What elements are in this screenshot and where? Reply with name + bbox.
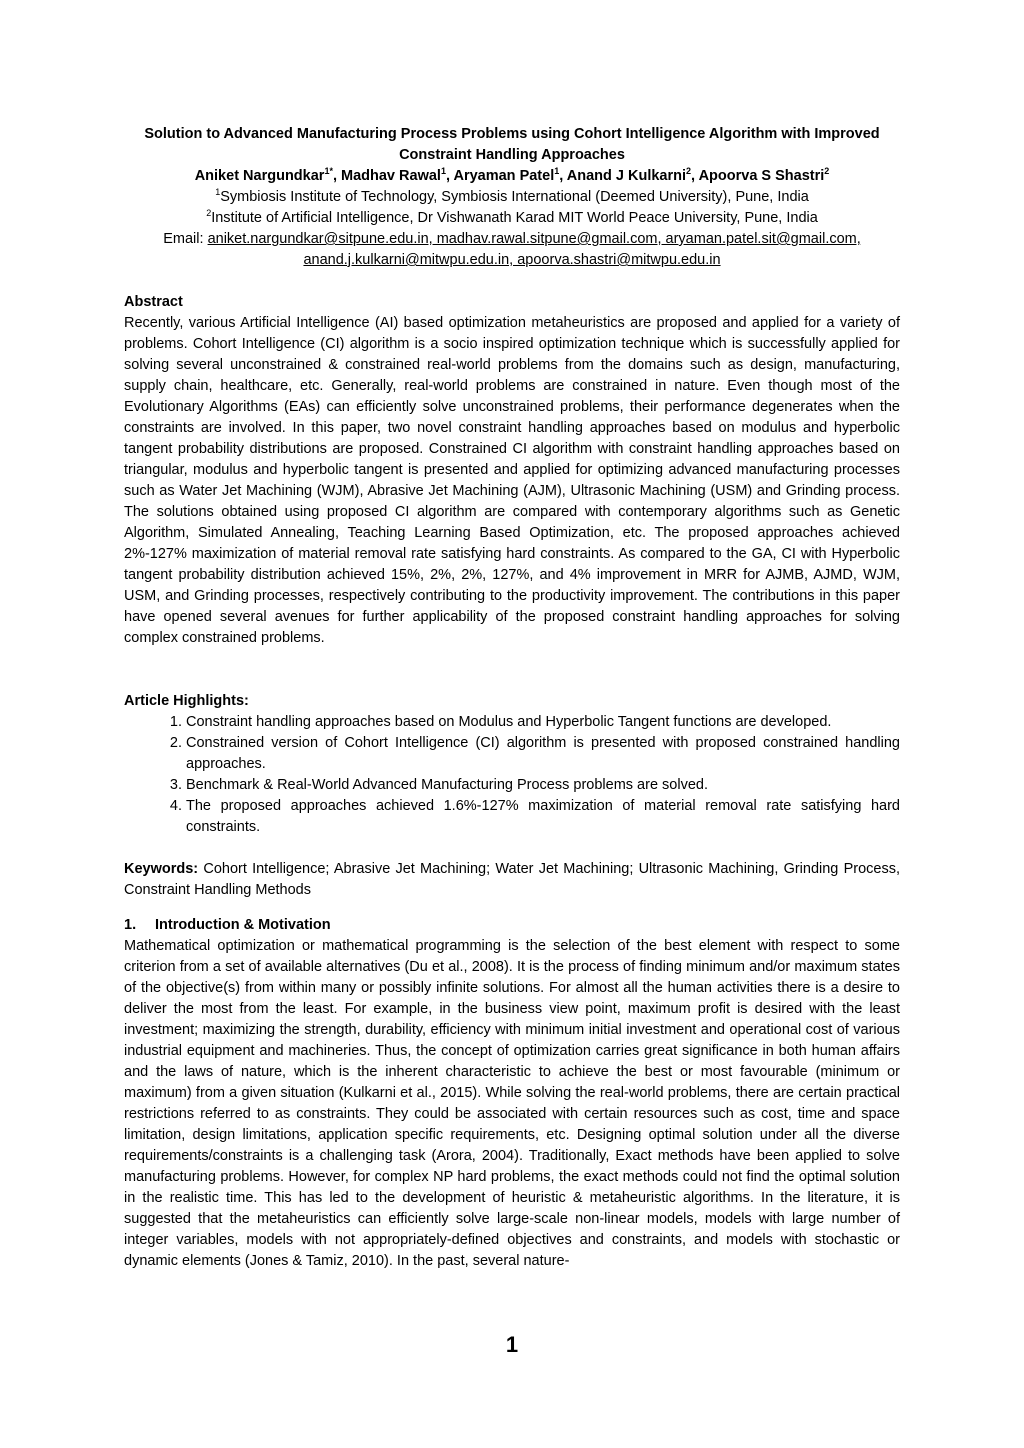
- author: Aniket Nargundkar$^{1*}$,: [194, 166, 342, 184]
- abstract-text: Recently, various Artificial Intelligence (AI) based optimization metaheuristics are proposed and applied for a variety of problems. Cohort Intelligence (CI) algorithm is a socio inspired optimization technique which is successfully applied for solving several unconstrained & constrained real-world problems from the domains such as design, manufacturing, supply chain, healthcare, etc. Generally, real-world problems are constrained in nature. Even though most of the Evolutionary Algorithms (EAs) can efficiently solve unconstrained problems, their performance degenerates when the constraints are involved. In this paper, two novel constraint handling approaches based on modulus and hyperbolic tangent probability distributions are proposed. Constrained CI algorithm with constraint handling approaches based on triangular, modulus and hyperbolic tangent is presented and applied for optimizing advanced manufacturing processes such as Water Jet Machining (WJM), Abrasive Jet Machining (AJM), Ultrasonic Machining (USM) and Grinding process. The solutions obtained using proposed CI algorithm are compared with contemporary algorithms such as Genetic Algorithm, Simulated Annealing, Teaching Learning Based Optimization, etc. The proposed approaches achieved 2%-127% maximization of material removal rate satisfying hard constraints. As compared to the GA, CI with Hyperbolic tangent probability distribution achieved 15%, 2%, 2%, 127%, and 4% improvement in MRR for AJMB, AJMD, WJM, USM, and Grinding processes, respectively contributing to the productivity improvement. The contributions in this paper have opened several avenues for further applicability of the proposed constraint handling approaches for solving complex constrained problems.: [124, 315, 900, 646]
- highlight-item: 3. Benchmark & Real-World Advanced Manufacturing Process problems are solved.: [186, 775, 900, 796]
- paper-page: [124, 124, 900, 1272]
- keywords: [124, 859, 900, 901]
- email-line-1: [124, 229, 900, 250]
- author: Anand J Kulkarni$^2$,: [566, 166, 699, 184]
- highlight-item: 4. The proposed approaches achieved 1.6%-127% maximization of material removal rate satisfying hard constraints.: [186, 796, 900, 838]
- section-title: Introduction & Motivation: [155, 917, 331, 933]
- keywords-text: Cohort Intelligence; Abrasive Jet Machining; Water Jet Machining; Ultrasonic Machining, Grinding Process, Constraint Handling Methods: [124, 861, 900, 898]
- page-number: 1: [505, 1332, 519, 1357]
- affiliation-1: $^1$Symbiosis Institute of Technology, Symbiosis International (Deemed University), Pune, India: [215, 187, 809, 205]
- highlight-item: 2. Constrained version of Cohort Intelligence (CI) algorithm is presented with proposed constrained handling approaches.: [186, 733, 900, 775]
- author: Apoorva S Shastri$^2$: [698, 166, 830, 184]
- paper-title: Solution to Advanced Manufacturing Process Problems using Cohort Intelligence Algorithm with Improved Constraint Handling Approaches: [144, 126, 880, 163]
- section-number: 1.: [124, 917, 137, 933]
- keywords-label: Keywords:: [124, 861, 199, 877]
- email-links-2[interactable]: anand.j.kulkarni@mitwpu.edu.in, apoorva.shastri@mitwpu.edu.in: [303, 252, 721, 268]
- section-1-text: Mathematical optimization or mathematical programming is the selection of the best element with respect to some criterion from a set of available alternatives (Du et al., 2008). It is the process of finding minimum and/or maximum states of the objective(s) from within many or possibly infinite solutions. For almost all the human activities there is a desire to deliver the most from the least. For example, in the business view point, maximum profit is desired with the least investment; maximizing the strength, durability, efficiency with minimum initial investment and operational cost of various industrial equipment and machineries. Thus, the concept of optimization carries great significance in both human affairs and the laws of nature, which is the inherent characteristic to achieve the best or most favourable (minimum or maximum) from a given situation (Kulkarni et al., 2015). While solving the real-world problems, there are certain practical restrictions referred to as constraints. They could be associated with certain resources such as cost, time and space limitation, design limitations, application specific requirements, etc. Designing optimal solution under all the diverse requirements/constraints is a challenging task (Arora, 2004). Traditionally, Exact methods have been applied to solve manufacturing problems. However, for complex NP hard problems, the exact methods could not find the optimal solution in the realistic time. This has led to the development of heuristic & metaheuristic algorithms. In the literature, it is suggested that the metaheuristics can efficiently solve large-scale non-linear models, models with large number of integer variables, models with not appropriately-defined objectives and constraints, and models with stochastic or dynamic elements (Jones & Tamiz, 2010). In the past, several nature-: [124, 938, 900, 1269]
- email-links-1[interactable]: aniket.nargundkar@sitpune.edu.in, madhav.rawal.sitpune@gmail.com, aryaman.patel.sit@gmail.com,: [207, 231, 861, 247]
- author: Aryaman Patel$^1$,: [453, 166, 567, 184]
- section-1-heading: [124, 915, 900, 936]
- email-label: Email:: [163, 231, 208, 247]
- highlights-heading: Article Highlights:: [124, 693, 249, 709]
- email-line-2: [124, 250, 900, 271]
- author-list: [124, 166, 900, 187]
- highlights-list: [124, 712, 900, 838]
- author: Madhav Rawal$^1$,: [341, 166, 454, 184]
- affiliation-2: $^2$Institute of Artificial Intelligence, Dr Vishwanath Karad MIT World Peace University, Pune, India: [206, 208, 818, 226]
- highlight-item: 1. Constraint handling approaches based on Modulus and Hyperbolic Tangent functions are developed.: [186, 712, 900, 733]
- abstract-heading: Abstract: [124, 294, 183, 310]
